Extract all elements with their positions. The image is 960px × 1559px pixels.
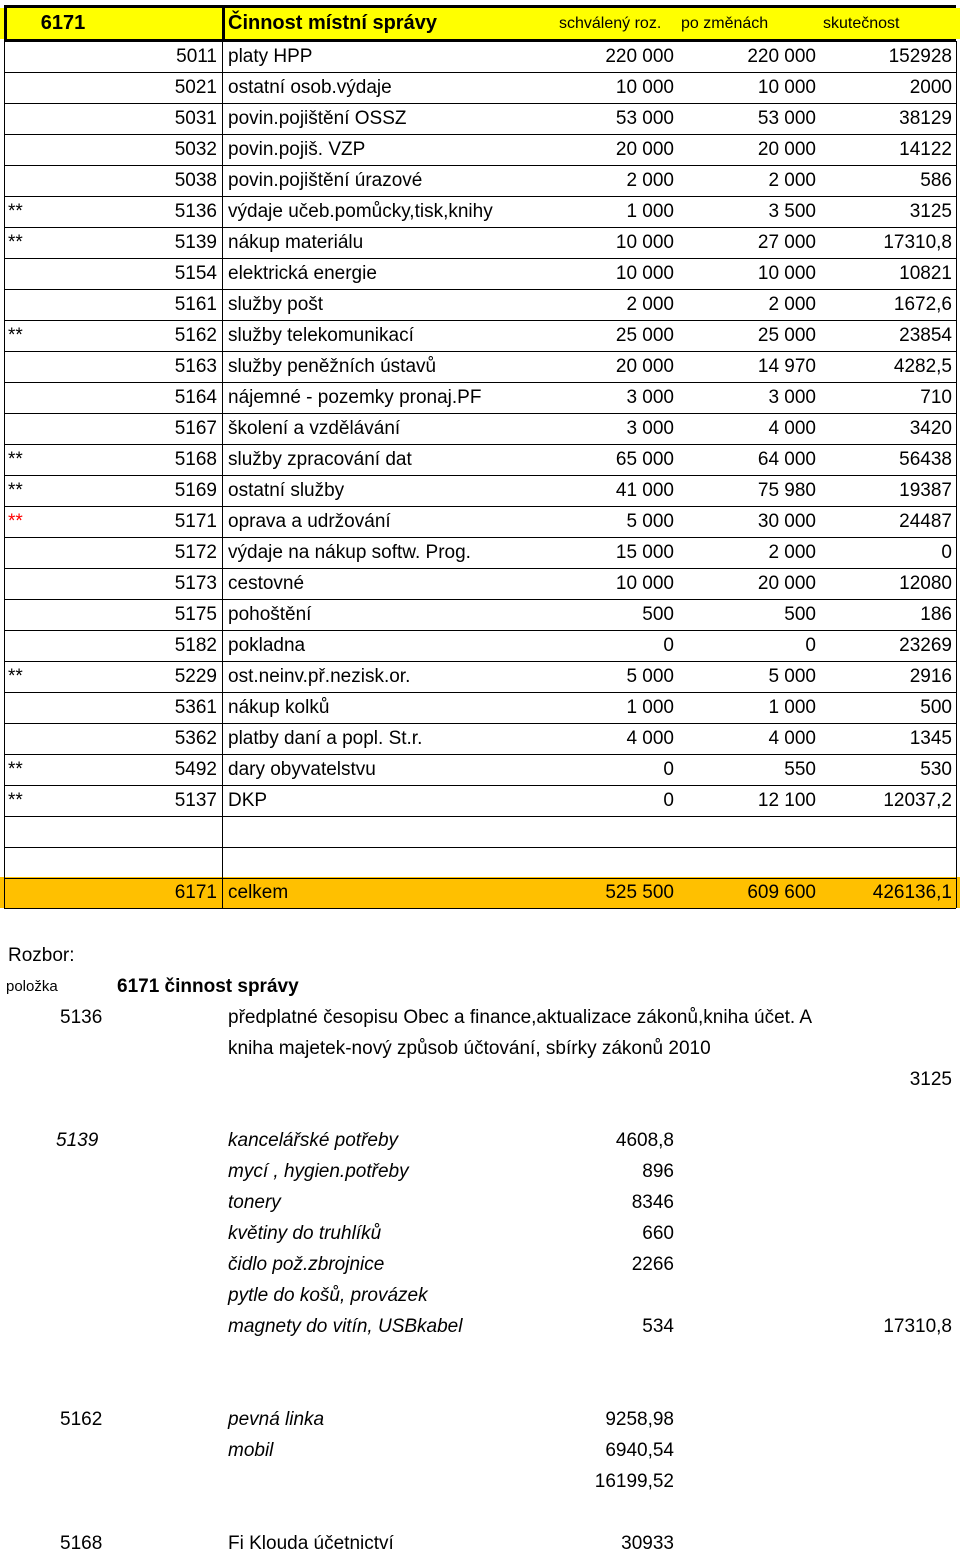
table-header	[0, 8, 960, 39]
row-changed: 4 000	[768, 728, 816, 749]
row-approved: 5 000	[626, 666, 674, 687]
row-approved: 3 000	[626, 418, 674, 439]
row-actual: 17310,8	[883, 232, 952, 253]
row-mark	[4, 258, 114, 289]
row-approved: 2 000	[626, 170, 674, 191]
list-item-value: 9258,98	[605, 1409, 674, 1430]
row-code: 5038	[174, 170, 217, 191]
grid-hline	[4, 413, 956, 414]
row-name: pohoštění	[228, 604, 312, 625]
row-code: 5021	[174, 77, 217, 98]
row-name: služby zpracování dat	[228, 449, 412, 470]
total-changed: 609 600	[747, 882, 816, 903]
total-approved: 525 500	[605, 882, 674, 903]
entry-5162-code: 5162	[60, 1409, 103, 1430]
row-code: 5136	[174, 201, 217, 222]
row-changed: 12 100	[757, 790, 816, 811]
table-row	[0, 692, 960, 723]
row-mark: **	[8, 790, 23, 811]
total-row	[0, 877, 960, 908]
grid-hline	[4, 661, 956, 662]
total-code: 6171	[174, 882, 217, 903]
row-name: výdaje učeb.pomůcky,tisk,knihy	[228, 201, 493, 222]
row-approved: 2 000	[626, 294, 674, 315]
row-code: 5362	[174, 728, 217, 749]
entry-5139-code: 5139	[56, 1130, 99, 1151]
row-approved: 20 000	[615, 356, 674, 377]
list-item-value: 4608,8	[615, 1130, 674, 1151]
row-name: pokladna	[228, 635, 306, 656]
row-actual: 19387	[899, 480, 952, 501]
table-row	[0, 41, 960, 72]
row-changed: 3 000	[768, 387, 816, 408]
row-name: výdaje na nákup softw. Prog.	[228, 542, 471, 563]
row-changed: 4 000	[768, 418, 816, 439]
table-row	[0, 568, 960, 599]
row-mark	[4, 134, 114, 165]
row-name: elektrická energie	[228, 263, 377, 284]
row-mark	[4, 382, 114, 413]
list-item-value: 896	[642, 1161, 674, 1182]
grid-hline	[4, 320, 956, 321]
row-actual: 1345	[909, 728, 952, 749]
row-approved: 1 000	[626, 697, 674, 718]
grid-hline	[4, 754, 956, 755]
row-changed: 2 000	[768, 170, 816, 191]
grid-hline	[4, 723, 956, 724]
row-approved: 65 000	[615, 449, 674, 470]
grid-hline	[4, 134, 956, 135]
row-approved: 20 000	[615, 139, 674, 160]
row-mark	[4, 537, 114, 568]
grid-hline	[4, 103, 956, 104]
row-actual: 23269	[899, 635, 952, 656]
row-code: 5175	[174, 604, 217, 625]
row-name: dary obyvatelstvu	[228, 759, 376, 780]
row-changed: 3 500	[768, 201, 816, 222]
row-approved: 53 000	[615, 108, 674, 129]
table-row	[0, 258, 960, 289]
row-approved: 5 000	[626, 511, 674, 532]
row-name: platby daní a popl. St.r.	[228, 728, 423, 749]
row-approved: 15 000	[615, 542, 674, 563]
table-row	[0, 723, 960, 754]
grid-hline	[4, 847, 956, 848]
list-item-label: čidlo pož.zbrojnice	[228, 1254, 385, 1275]
grid-vline	[222, 41, 223, 908]
row-name: nájemné - pozemky pronaj.PF	[228, 387, 482, 408]
row-approved: 25 000	[615, 325, 674, 346]
grid-hline	[4, 41, 956, 42]
list-item-label: pytle do košů, provázek	[228, 1285, 428, 1306]
grid-hline	[4, 258, 956, 259]
list-item-label: květiny do truhlíků	[228, 1223, 382, 1244]
table-row	[0, 165, 960, 196]
row-approved: 0	[663, 635, 674, 656]
table-row	[0, 196, 960, 227]
row-code: 5011	[176, 46, 217, 67]
entry-5168-value: 30933	[621, 1533, 674, 1554]
row-code: 5164	[174, 387, 217, 408]
analysis-section-title: 6171 činnost správy	[117, 976, 299, 997]
header-border-mid	[222, 5, 225, 41]
row-actual: 10821	[899, 263, 952, 284]
table-row	[0, 227, 960, 258]
grid-hline	[4, 227, 956, 228]
grid-hline	[4, 908, 956, 909]
list-item-label: mobil	[228, 1440, 274, 1461]
row-name: cestovné	[228, 573, 305, 594]
list-item-value: 6940,54	[605, 1440, 674, 1461]
analysis-heading: Rozbor:	[8, 945, 75, 966]
row-changed: 64 000	[757, 449, 816, 470]
row-mark: **	[8, 480, 23, 501]
row-name: platy HPP	[228, 46, 313, 67]
row-code: 5492	[174, 759, 217, 780]
row-code: 5154	[174, 263, 217, 284]
row-mark	[4, 568, 114, 599]
row-actual: 586	[920, 170, 952, 191]
table-row	[0, 661, 960, 692]
table-row	[0, 72, 960, 103]
row-name: povin.pojištění úrazové	[228, 170, 423, 191]
table-row	[0, 103, 960, 134]
row-approved: 500	[642, 604, 674, 625]
list-item-label: mycí , hygien.potřeby	[228, 1161, 409, 1182]
total-label: celkem	[228, 882, 289, 903]
total-actual: 426136,1	[872, 882, 952, 903]
row-approved: 3 000	[626, 387, 674, 408]
row-actual: 4282,5	[893, 356, 952, 377]
row-changed: 75 980	[757, 480, 816, 501]
row-mark	[4, 413, 114, 444]
row-mark: **	[8, 449, 23, 470]
row-name: povin.pojiš. VZP	[228, 139, 366, 160]
table-row	[0, 382, 960, 413]
grid-hline	[4, 692, 956, 693]
header-border-left	[4, 5, 7, 41]
row-changed: 2 000	[768, 294, 816, 315]
row-code: 5173	[174, 573, 217, 594]
row-name: služby peněžních ústavů	[228, 356, 437, 377]
table-row	[0, 475, 960, 506]
row-code: 5229	[174, 666, 217, 687]
row-name: DKP	[228, 790, 268, 811]
row-actual: 23854	[899, 325, 952, 346]
table-row	[0, 320, 960, 351]
list-item-value: 8346	[631, 1192, 674, 1213]
row-actual: 186	[920, 604, 952, 625]
row-changed: 20 000	[757, 573, 816, 594]
row-changed: 2 000	[768, 542, 816, 563]
row-approved: 220 000	[605, 46, 674, 67]
row-actual: 3125	[909, 201, 952, 222]
row-name: služby pošt	[228, 294, 324, 315]
row-name: nákup materiálu	[228, 232, 364, 253]
row-actual: 0	[941, 542, 952, 563]
header-changed: po změnách	[681, 15, 769, 32]
row-approved: 10 000	[615, 263, 674, 284]
row-code: 5168	[174, 449, 217, 470]
row-mark: **	[8, 511, 23, 532]
row-code: 5172	[174, 542, 217, 563]
row-changed: 25 000	[757, 325, 816, 346]
row-mark	[4, 165, 114, 196]
table-row	[0, 754, 960, 785]
entry-5136-line2: kniha majetek-nový způsob účtování, sbírky zákonů 2010	[228, 1038, 711, 1059]
row-actual: 152928	[888, 46, 952, 67]
row-mark	[4, 723, 114, 754]
header-border-top	[4, 5, 956, 8]
table-row	[0, 630, 960, 661]
table-row	[0, 134, 960, 165]
row-name: nákup kolků	[228, 697, 330, 718]
row-changed: 10 000	[757, 263, 816, 284]
table-row	[0, 289, 960, 320]
row-mark: **	[8, 325, 23, 346]
header-actual: skutečnost	[823, 15, 900, 32]
grid-hline	[4, 351, 956, 352]
row-code: 5031	[174, 108, 217, 129]
row-code: 5361	[174, 697, 217, 718]
row-name: školení a vzdělávání	[228, 418, 401, 439]
row-mark	[4, 351, 114, 382]
table-row	[0, 444, 960, 475]
row-changed: 10 000	[757, 77, 816, 98]
entry-5168-label: Fi Klouda účetnictví	[228, 1533, 394, 1554]
row-changed: 53 000	[757, 108, 816, 129]
row-actual: 56438	[899, 449, 952, 470]
row-actual: 2000	[909, 77, 952, 98]
row-mark: **	[8, 232, 23, 253]
row-approved: 10 000	[615, 573, 674, 594]
grid-hline	[4, 475, 956, 476]
row-actual: 12080	[899, 573, 952, 594]
row-code: 5163	[174, 356, 217, 377]
row-approved: 41 000	[615, 480, 674, 501]
grid-hline	[4, 165, 956, 166]
row-mark	[4, 630, 114, 661]
table-row	[0, 506, 960, 537]
table-row	[0, 599, 960, 630]
row-name: ostatní osob.výdaje	[228, 77, 392, 98]
grid-hline	[4, 599, 956, 600]
table-row	[0, 785, 960, 816]
row-name: služby telekomunikací	[228, 325, 414, 346]
grid-hline	[4, 630, 956, 631]
row-mark	[4, 103, 114, 134]
row-approved: 1 000	[626, 201, 674, 222]
grid-hline	[4, 816, 956, 817]
grid-hline	[4, 72, 956, 73]
grid-hline	[4, 785, 956, 786]
row-mark	[4, 41, 114, 72]
grid-vline	[956, 41, 957, 908]
row-mark: **	[8, 759, 23, 780]
row-mark: **	[8, 666, 23, 687]
row-changed: 27 000	[757, 232, 816, 253]
row-actual: 710	[920, 387, 952, 408]
row-code: 5171	[174, 511, 217, 532]
grid-hline	[4, 289, 956, 290]
row-code: 5032	[174, 139, 217, 160]
row-approved: 4 000	[626, 728, 674, 749]
row-code: 5167	[174, 418, 217, 439]
grid-hline	[4, 878, 956, 879]
row-code: 5137	[174, 790, 217, 811]
row-mark	[4, 289, 114, 320]
header-title: Činnost místní správy	[228, 12, 437, 34]
row-approved: 10 000	[615, 77, 674, 98]
row-changed: 20 000	[757, 139, 816, 160]
row-code: 5182	[174, 635, 217, 656]
row-changed: 0	[805, 635, 816, 656]
grid-hline	[4, 506, 956, 507]
list-item-label: tonery	[228, 1192, 281, 1213]
row-approved: 10 000	[615, 232, 674, 253]
header-approved: schválený roz.	[559, 15, 662, 32]
table-row	[0, 537, 960, 568]
row-name: ost.neinv.př.nezisk.or.	[228, 666, 411, 687]
row-actual: 14122	[899, 139, 952, 160]
grid-hline	[4, 196, 956, 197]
entry-5168-code: 5168	[60, 1533, 103, 1554]
entry-5162-sum: 16199,52	[594, 1471, 674, 1492]
row-changed: 1 000	[768, 697, 816, 718]
table-row	[0, 413, 960, 444]
row-actual: 38129	[899, 108, 952, 129]
header-code: 6171	[40, 12, 86, 34]
row-actual: 3420	[909, 418, 952, 439]
list-item-value: 2266	[631, 1254, 674, 1275]
row-actual: 1672,6	[893, 294, 952, 315]
grid-hline	[4, 444, 956, 445]
grid-hline	[4, 537, 956, 538]
list-item-label: kancelářské potřeby	[228, 1130, 399, 1151]
entry-5136-total: 3125	[909, 1069, 952, 1090]
table-row	[0, 351, 960, 382]
row-code: 5161	[174, 294, 217, 315]
row-actual: 2916	[909, 666, 952, 687]
row-name: oprava a udržování	[228, 511, 391, 532]
list-item-label: magnety do vitín, USBkabel	[228, 1316, 463, 1337]
row-name: povin.pojištění OSSZ	[228, 108, 407, 129]
entry-5136-line1: předplatné česopisu Obec a finance,aktualizace zákonů,kniha účet. A	[228, 1007, 813, 1028]
list-item-label: pevná linka	[228, 1409, 325, 1430]
row-code: 5139	[174, 232, 217, 253]
row-changed: 550	[784, 759, 816, 780]
row-code: 5169	[174, 480, 217, 501]
grid-hline	[4, 568, 956, 569]
row-mark: **	[8, 201, 23, 222]
row-actual: 12037,2	[883, 790, 952, 811]
row-actual: 530	[920, 759, 952, 780]
row-changed: 5 000	[768, 666, 816, 687]
row-mark	[4, 72, 114, 103]
row-changed: 14 970	[757, 356, 816, 377]
row-changed: 220 000	[747, 46, 816, 67]
row-approved: 0	[663, 790, 674, 811]
list-item-value: 660	[642, 1223, 674, 1244]
row-code: 5162	[174, 325, 217, 346]
analysis-item-label: položka	[6, 978, 58, 995]
list-item-value: 534	[642, 1316, 674, 1337]
entry-5139-total: 17310,8	[883, 1316, 952, 1337]
row-actual: 500	[920, 697, 952, 718]
row-approved: 0	[663, 759, 674, 780]
grid-hline	[4, 382, 956, 383]
row-changed: 500	[784, 604, 816, 625]
row-mark	[4, 692, 114, 723]
row-mark	[4, 599, 114, 630]
entry-5136-code: 5136	[60, 1007, 103, 1028]
row-name: ostatní služby	[228, 480, 345, 501]
row-changed: 30 000	[757, 511, 816, 532]
grid-vline	[4, 41, 5, 908]
row-actual: 24487	[899, 511, 952, 532]
